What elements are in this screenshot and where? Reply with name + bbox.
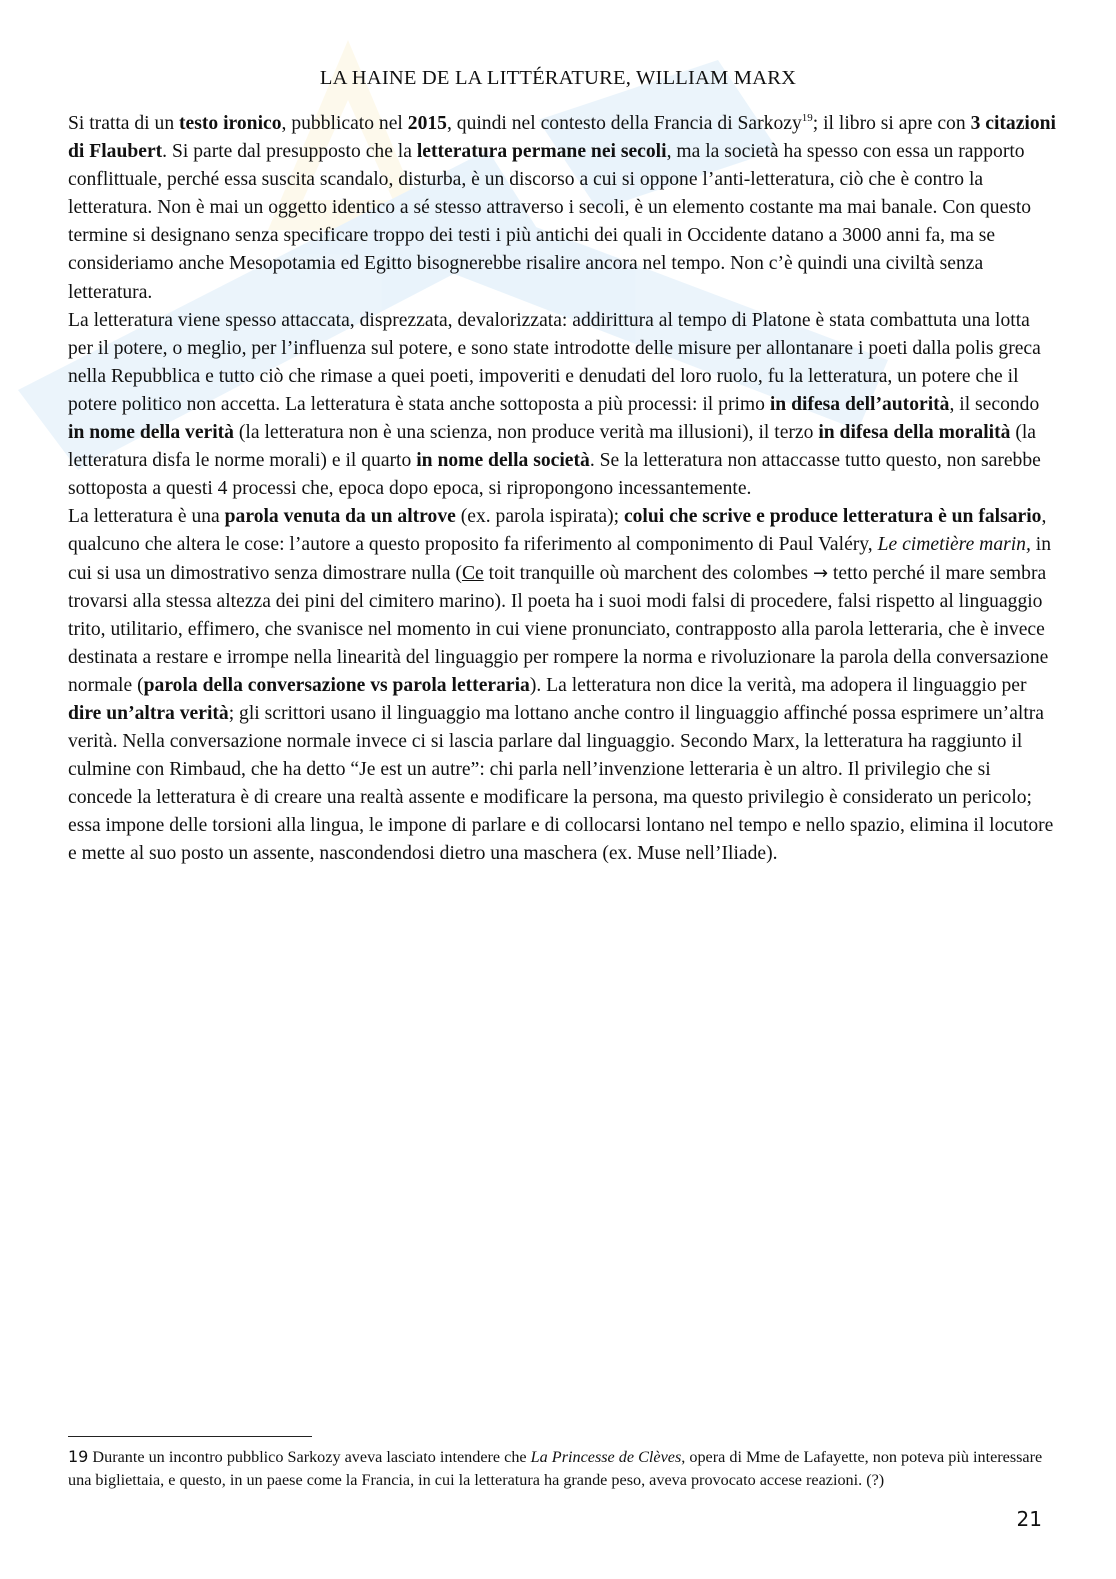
bold-phrase: testo ironico (179, 113, 282, 134)
bold-phrase: in nome della società (416, 450, 590, 472)
paragraph: Si tratta di un testo ironico, pubblicato nel 2015, quindi nel contesto della Francia di Sarkozy$^{19}$; il libro si apre con 3 citazioni di Flaubert. Si parte dal presupposto che la letteratura permane nei secoli, ma la società ha spesso con essa un rapporto conflittuale, perché essa suscita scandalo, disturba, è un discorso a cui si oppone l’anti-letteratura, ciò che è contro la letteratura. Non è mai un oggetto identico a sé stesso attraverso i secoli, è un elemento costante ma mai banale. Con questo termine si designano senza specificare troppo dei testi i più antichi dei quali in Occidente datano a 3000 anni fa, ma se consideriamo anche Mesopotamia ed Egitto bisognerebbe risalire ancora nel tempo. Non c’è quindi una civiltà senza letteratura. (68, 112, 1056, 303)
bold-phrase: parola della conversazione vs parola letteraria (143, 674, 530, 696)
bold-phrase: parola venuta da un altrove (224, 506, 456, 528)
document-body (68, 110, 1058, 869)
page-title: LA HAINE DE LA LITTÉRATURE, WILLIAM MARX (319, 67, 797, 89)
page-number: 21 (1016, 1507, 1042, 1531)
footnote: 19 Durante un incontro pubblico Sarkozy aveva lasciato intendere che La Princesse de Clèves, opera di Mme de Lafayette, non poteva più interessare una bigliettaia, e questo, in un paese come la Francia, in cui la letteratura ha grande peso, aveva provocato accese reazioni. (?) (68, 1447, 1043, 1489)
bold-phrase: in difesa della moralità (818, 422, 1011, 444)
italic-title: Le cimetière marin, (877, 534, 1031, 556)
bold-phrase: 2015 (407, 113, 447, 134)
bold-phrase: in difesa dell’autorità (769, 393, 950, 415)
footnote-number: 19 (68, 1447, 89, 1466)
bold-phrase: 3 citazioni di Flaubert (68, 113, 1056, 163)
italic-title: La Princesse de Clèves (530, 1448, 682, 1466)
bold-phrase: colui che scrive e produce letteratura è un falsario (623, 506, 1042, 528)
paragraph: La letteratura viene spesso attaccata, disprezzata, devalorizzata: addirittura al tempo di Platone è stata combattuta una lotta per il potere, o meglio, per l’influenza sul potere, e sono state introdotte delle misure per allontanare i poeti dalla polis greca nella Repubblica e tutto ciò che rimase a quei poeti, impoveriti e denudati del loro ruolo, fu la letteratura, un potere che il potere politico non accetta. La letteratura è stata anche sottoposta a più processi: il primo in difesa dell’autorità, il secondo in nome della verità (la letteratura non è una scienza, non produce verità ma illusioni), il terzo in difesa della moralità (la letteratura disfa le norme morali) e il quarto in nome della società. Se la letteratura non attaccasse tutto questo, non sarebbe sottoposta a questi 4 processi che, epoca dopo epoca, si ripropongono incessantemente. (68, 309, 1041, 500)
footnote-separator (68, 1436, 312, 1437)
right-arrow-icon: → (812, 562, 829, 584)
footnote-reference[interactable]: 19 (801, 112, 813, 124)
bold-phrase: letteratura permane nei secoli (416, 141, 667, 163)
bold-phrase: in nome della verità (68, 422, 234, 444)
underlined-word: Ce (461, 562, 484, 584)
paragraph: La letteratura è una parola venuta da un altrove (ex. parola ispirata); colui che scrive e produce letteratura è un falsario, qualcuno che altera le cose: l’autore a questo proposito fa riferimento al componimento di Paul Valéry, Le cimetière marin, in cui si usa un dimostrativo senza dimostrare nulla (Ce toit tranquille où marchent des colombes → tetto perché il mare sembra trovarsi alla stessa altezza dei pini del cimitero marino). Il poeta ha i suoi modi falsi di procedere, falsi rispetto al linguaggio trito, utilitario, effimero, che svanisce nel momento in cui viene pronunciato, contrapposto alla parola letteraria, che è invece destinata a restare e irrompe nella linearità del linguaggio per rompere la norma e rivoluzionare la parola della conversazione normale (parola della conversazione vs parola letteraria). La letteratura non dice la verità, ma adopera il linguaggio per dire un’altra verità; gli scrittori usano il linguaggio ma lottano anche contro il linguaggio affinché possa esprimere un’altra verità. Nella conversazione normale invece ci si lascia parlare dal linguaggio. Secondo Marx, la letteratura ha raggiunto il culmine con Rimbaud, che ha detto “Je est un autre”: chi parla nell’invenzione letteraria è un altro. Il privilegio che si concede la letteratura è di creare una realtà assente e modificare la persona, ma questo privilegio è considerato un pericolo; essa impone delle torsioni alla lingua, le impone di parlare e di collocarsi lontano nel tempo e nello spazio, elimina il locutore e mette al suo posto un assente, nascondendosi dietro una maschera (ex. Muse nell’Iliade). (68, 506, 1054, 865)
bold-phrase: dire un’altra verità (68, 702, 229, 724)
